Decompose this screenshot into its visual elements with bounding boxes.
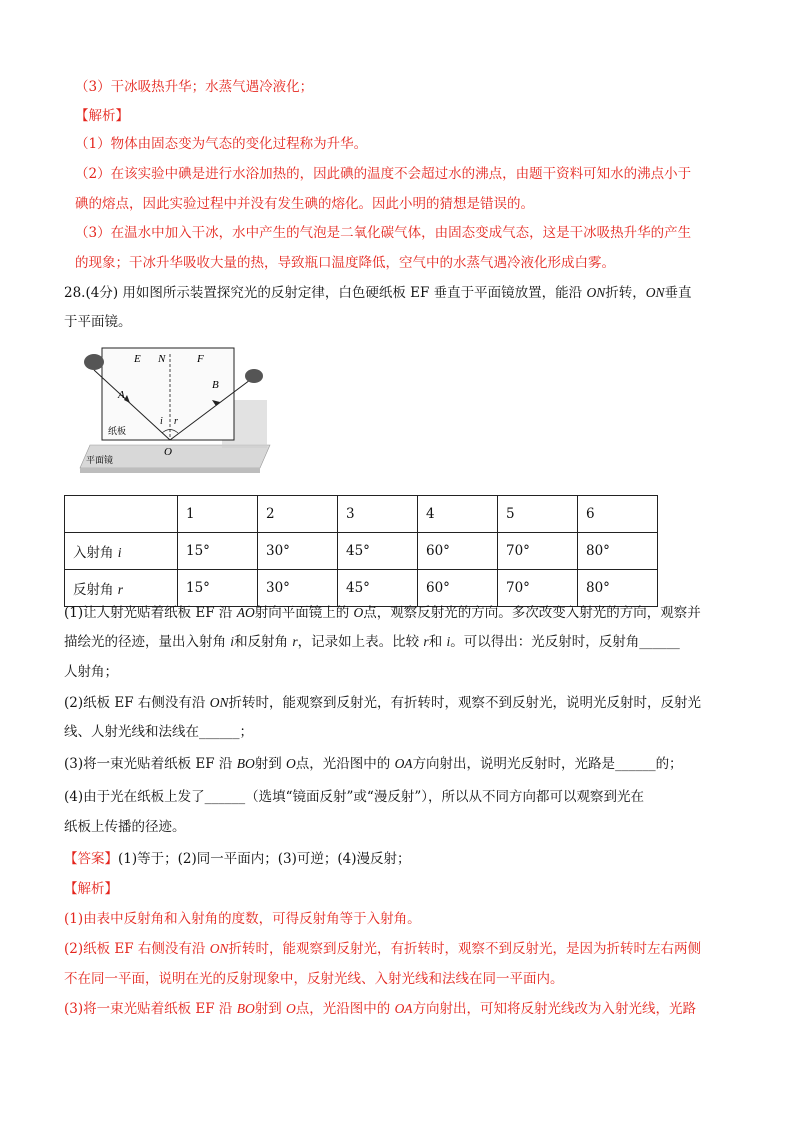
prev-answer-line: （3）干冰吸热升华；水蒸气遇冷液化； <box>75 79 314 95</box>
text: 和 <box>428 634 447 650</box>
label-a: A <box>118 389 125 401</box>
answer-blank: ______ <box>615 756 656 772</box>
table-cell: 30° <box>258 533 338 570</box>
text: （选填“镜面反射”或“漫反射”），所以从不同方向都可以观察到光在 <box>245 789 644 805</box>
symbol-on: ON <box>645 285 665 300</box>
question-stem-line-2: 于平面镜。 <box>64 314 132 330</box>
text: (3)将一束光贴着纸板 EF 沿 <box>64 1001 237 1017</box>
answer-label: 【答案】 <box>64 851 118 867</box>
table-cell: 45° <box>338 533 418 570</box>
symbol: i <box>230 634 235 649</box>
text: 点，观察反射光的方向。多次改变入射光的方向，观察并 <box>363 605 701 621</box>
label-b: B <box>212 379 219 391</box>
text: 射到 <box>254 1001 287 1017</box>
label-mirror: 平面镜 <box>86 456 114 466</box>
symbol: O <box>353 605 364 620</box>
analysis-header: 【解析】 <box>75 108 129 124</box>
answer-blank: ______ <box>639 634 680 650</box>
row-label-symbol: r <box>117 582 124 597</box>
label-e: E <box>134 353 141 365</box>
symbol: OA <box>394 756 413 771</box>
table-cell: 15° <box>178 533 258 570</box>
answer-line <box>64 849 411 869</box>
text: 描绘光的径迹，量出入射角 <box>64 634 231 650</box>
table-cell: 80° <box>578 533 658 570</box>
table-cell: 45° <box>338 570 418 607</box>
prev-analysis-5: 的现象；干冰升华吸收大量的热，导致瓶口温度降低，空气中的水蒸气遇冷液化形成白雾。 <box>75 255 615 271</box>
analysis-header-2: 【解析】 <box>64 881 118 897</box>
text: 线、人射光线和法线在 <box>64 724 199 740</box>
q3-line <box>64 754 683 774</box>
answer-blank: ______ <box>204 789 246 805</box>
table-cell: 80° <box>578 570 658 607</box>
text: 方向射出，可知将反射光线改为入射光线，光路 <box>412 1001 697 1017</box>
row-label-symbol: i <box>117 545 122 560</box>
label-f: F <box>197 353 204 365</box>
text: 和反射角 <box>234 634 293 650</box>
table-cell <box>65 496 178 533</box>
symbol: AO <box>236 605 255 620</box>
symbol: r <box>292 634 298 649</box>
table-cell: 60° <box>418 533 498 570</box>
text: ； <box>239 724 253 740</box>
reflection-apparatus-figure <box>72 340 272 480</box>
label-n: N <box>158 353 166 365</box>
label-o: O <box>164 446 172 458</box>
label-board: 纸板 <box>108 427 127 437</box>
table-cell: 4 <box>418 496 498 533</box>
text: (2)纸板 EF 右侧没有沿 <box>64 695 210 711</box>
label-r: r <box>174 416 178 427</box>
angle-table <box>64 495 658 607</box>
table-cell: 15° <box>178 570 258 607</box>
table-cell: 6 <box>578 496 658 533</box>
q1-line-2 <box>64 632 680 652</box>
text: 折转时，能观察到反射光，有折转时，观察不到反射光，是因为折转时左右两侧 <box>228 941 701 957</box>
analysis-line-4 <box>64 999 696 1019</box>
text: 射到 <box>254 756 287 772</box>
text: (1)让人射光贴着纸板 EF 沿 <box>64 605 237 621</box>
text: 射向平面镜上的 <box>254 605 354 621</box>
analysis-line-2 <box>64 939 701 959</box>
table-cell: 60° <box>418 570 498 607</box>
prev-analysis-1: （1）物体由固态变为气态的变化过程称为升华。 <box>75 136 368 152</box>
text: (2)纸板 EF 右侧没有沿 <box>64 941 210 957</box>
text: 。可以得出：光反射时，反射角 <box>450 634 640 650</box>
table-cell: 2 <box>258 496 338 533</box>
stem-text: 折转， <box>605 285 646 301</box>
text: 方向射出，说明光反射时，光路是 <box>412 756 616 772</box>
table-row <box>65 533 658 570</box>
analysis-line-1: (1)由表中反射角和入射角的度数，可得反射角等于入射角。 <box>64 911 421 927</box>
question-stem-line-1 <box>64 283 692 303</box>
symbol-on: ON <box>586 285 606 300</box>
table-cell: 70° <box>498 533 578 570</box>
table-row <box>65 570 658 607</box>
table-row-label <box>65 570 178 607</box>
answer-text: (1)等于；(2)同一平面内；(3)可逆；(4)漫反射； <box>118 851 411 867</box>
text: 的； <box>655 756 683 772</box>
row-label-text: 入射角 <box>73 545 118 561</box>
q1-line-1 <box>64 603 701 623</box>
symbol: r <box>423 634 429 649</box>
symbol: i <box>446 634 451 649</box>
prev-analysis-2: （2）在该实验中碘是进行水浴加热的，因此碘的温度不会超过水的沸点，由题干资料可知水的沸点小于 <box>75 166 692 182</box>
symbol: OA <box>394 1001 413 1016</box>
text: 折转时，能观察到反射光，有折转时，观察不到反射光，说明光反射时，反射光 <box>228 695 701 711</box>
text: (3)将一束光贴着纸板 EF 沿 <box>64 756 237 772</box>
table-cell: 3 <box>338 496 418 533</box>
table-row-label <box>65 533 178 570</box>
text: ，记录如上表。比较 <box>297 634 424 650</box>
text: (4)由于光在纸板上发了 <box>64 789 205 805</box>
table-header-row <box>65 496 658 533</box>
row-label-text: 反射角 <box>73 582 118 598</box>
q4-line-1 <box>64 787 644 807</box>
symbol: O <box>286 1001 296 1016</box>
q2-line-2 <box>64 722 253 742</box>
symbol: ON <box>209 941 229 956</box>
table-cell: 1 <box>178 496 258 533</box>
text: 点，光沿图中的 <box>295 1001 395 1017</box>
symbol: O <box>286 756 296 771</box>
label-i: i <box>160 416 163 427</box>
symbol: BO <box>236 1001 255 1016</box>
q1-line-3: 人射角； <box>64 664 118 680</box>
symbol: ON <box>209 695 229 710</box>
table-cell: 70° <box>498 570 578 607</box>
analysis-line-3: 不在同一平面，说明在光的反射现象中，反射光线、入射光线和法线在同一平面内。 <box>64 971 564 987</box>
symbol: BO <box>236 756 255 771</box>
table-cell: 5 <box>498 496 578 533</box>
prev-analysis-3: 碘的熔点，因此实验过程中并没有发生碘的熔化。因此小明的猜想是错误的。 <box>75 196 534 212</box>
answer-blank: ______ <box>199 724 240 740</box>
q4-line-2: 纸板上传播的径迹。 <box>64 819 186 835</box>
text: 点，光沿图中的 <box>295 756 395 772</box>
stem-text: 28.(4分) 用如图所示装置探究光的反射定律，白色硬纸板 EF 垂直于平面镜放置，能沿 <box>64 285 587 301</box>
q2-line-1 <box>64 693 701 713</box>
table-cell: 30° <box>258 570 338 607</box>
prev-analysis-4: （3）在温水中加入干冰，水中产生的气泡是二氧化碳气体，由固态变成气态，这是干冰吸热升华的产生 <box>75 225 692 241</box>
stem-text: 垂直 <box>664 285 692 301</box>
